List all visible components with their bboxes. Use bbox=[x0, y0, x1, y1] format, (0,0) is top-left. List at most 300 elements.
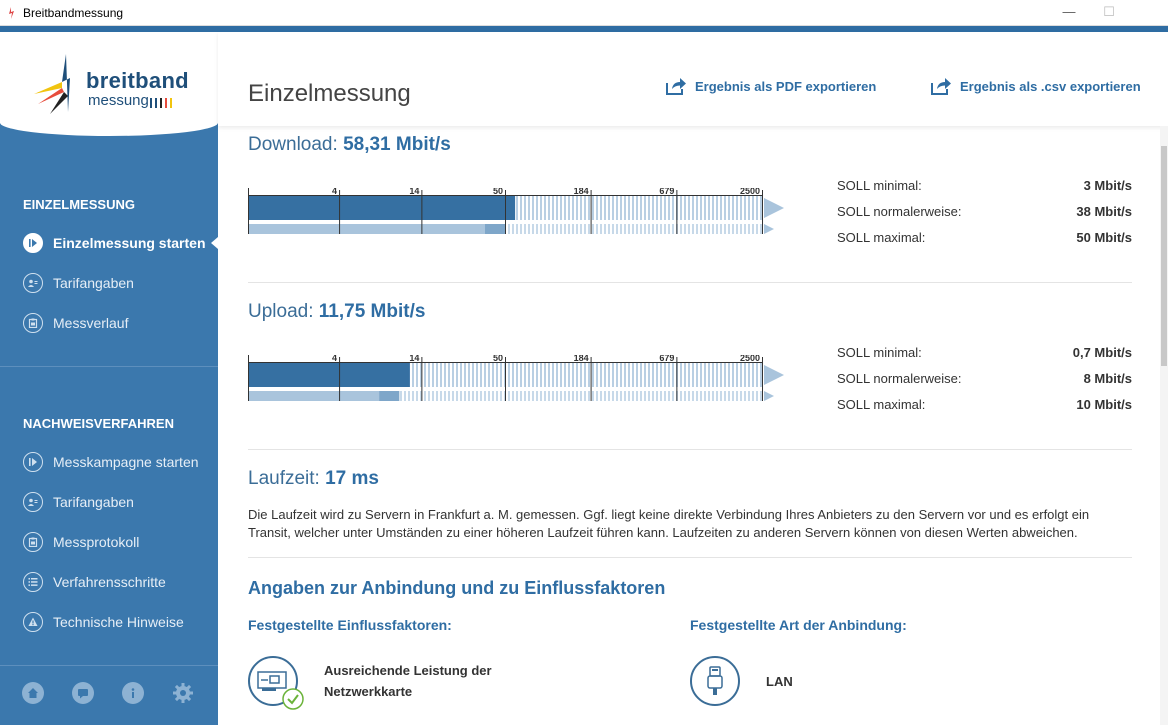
download-ref-stripe bbox=[748, 224, 750, 234]
factor-label-line1: Ausreichende Leistung der bbox=[324, 663, 492, 678]
upload-ref-stripe bbox=[732, 391, 734, 401]
upload-reference-bar bbox=[248, 391, 399, 401]
download-stripe bbox=[636, 196, 638, 220]
upload-tick-label: 50 bbox=[492, 355, 503, 363]
download-ref-stripe bbox=[728, 224, 730, 234]
upload-ref-stripe bbox=[492, 391, 494, 401]
export-pdf-label: Ergebnis als PDF exportieren bbox=[695, 78, 877, 94]
download-ref-stripe bbox=[580, 224, 582, 234]
download-tick-label: 4 bbox=[332, 188, 338, 196]
upload-ref-stripe bbox=[440, 391, 442, 401]
soll-row-minimal bbox=[837, 172, 1132, 198]
upload-stripe bbox=[656, 363, 658, 387]
upload-stripe bbox=[448, 363, 450, 387]
upload-ref-stripe bbox=[500, 391, 502, 401]
download-ref-stripe bbox=[664, 224, 666, 234]
upload-stripe bbox=[528, 363, 530, 387]
upload-stripe bbox=[648, 363, 650, 387]
download-ref-stripe bbox=[656, 224, 658, 234]
upload-ref-stripe bbox=[584, 391, 586, 401]
upload-stripe bbox=[536, 363, 538, 387]
factors-heading: Festgestellte Einflussfaktoren: bbox=[248, 617, 452, 633]
soll-value: 38 Mbit/s bbox=[1076, 203, 1132, 219]
download-ref-stripe bbox=[604, 224, 606, 234]
soll-row-maximal bbox=[837, 391, 1132, 417]
play-icon bbox=[23, 452, 43, 472]
download-stripe bbox=[672, 196, 674, 220]
export-pdf-button[interactable] bbox=[665, 76, 876, 96]
upload-stripe bbox=[632, 363, 634, 387]
upload-stripe bbox=[412, 363, 414, 387]
upload-ref-stripe bbox=[692, 391, 694, 401]
upload-ref-stripe bbox=[460, 391, 462, 401]
section-heading-angaben: Angaben zur Anbindung und zu Einflussfaktoren bbox=[248, 578, 666, 598]
upload-stripe bbox=[428, 363, 430, 387]
upload-stripe bbox=[704, 363, 706, 387]
upload-ref-stripe bbox=[400, 391, 402, 401]
upload-ref-stripe bbox=[716, 391, 718, 401]
upload-label: Upload: bbox=[248, 301, 314, 322]
download-tick bbox=[421, 190, 422, 234]
download-ref-stripe bbox=[688, 224, 690, 234]
download-ref-stripe bbox=[516, 224, 518, 234]
upload-ref-stripe bbox=[412, 391, 414, 401]
upload-ref-stripe bbox=[612, 391, 614, 401]
download-stripe bbox=[628, 196, 630, 220]
download-ref-stripe bbox=[552, 224, 554, 234]
download-stripe bbox=[616, 196, 618, 220]
download-ref-stripe bbox=[612, 224, 614, 234]
upload-ref-stripe bbox=[576, 391, 578, 401]
download-tick bbox=[505, 190, 506, 234]
clipboard-icon bbox=[23, 313, 43, 333]
download-ref-stripe bbox=[544, 224, 546, 234]
soll-value: 10 Mbit/s bbox=[1076, 396, 1132, 412]
upload-stripe bbox=[576, 363, 578, 387]
download-stripe bbox=[748, 196, 750, 220]
upload-ref-stripe bbox=[468, 391, 470, 401]
upload-stripe bbox=[568, 363, 570, 387]
sidebar-item-messkampagne-starten[interactable] bbox=[23, 451, 218, 473]
soll-value: 50 Mbit/s bbox=[1076, 229, 1132, 245]
upload-ref-stripe bbox=[428, 391, 430, 401]
upload-tick-label: 679 bbox=[659, 355, 675, 363]
download-ref-stripe bbox=[660, 224, 662, 234]
section-nachweisverfahren: NACHWEISVERFAHREN bbox=[23, 416, 174, 431]
sidebar-item-label: Messverlauf bbox=[53, 315, 129, 331]
upload-stripe bbox=[572, 363, 574, 387]
download-stripe bbox=[724, 196, 726, 220]
upload-ref-stripe bbox=[720, 391, 722, 401]
download-stripe bbox=[668, 196, 670, 220]
upload-stripe bbox=[716, 363, 718, 387]
upload-ref-stripe bbox=[756, 391, 758, 401]
upload-ref-stripe bbox=[684, 391, 686, 401]
upload-tick-label: 14 bbox=[409, 355, 420, 363]
breitband-logo[interactable] bbox=[32, 52, 189, 124]
sidebar-item-label: Tarifangaben bbox=[53, 275, 134, 291]
upload-tick bbox=[421, 357, 422, 401]
download-ref-stripe bbox=[568, 224, 570, 234]
download-stripe bbox=[660, 196, 662, 220]
upload-stripe bbox=[748, 363, 750, 387]
upload-ref-stripe bbox=[728, 391, 730, 401]
upload-stripe bbox=[532, 363, 534, 387]
upload-stripe bbox=[736, 363, 738, 387]
upload-ref-stripe bbox=[712, 391, 714, 401]
upload-ref-stripe bbox=[704, 391, 706, 401]
download-ref-stripe bbox=[744, 224, 746, 234]
download-ref-stripe bbox=[600, 224, 602, 234]
soll-label: SOLL normalerweise: bbox=[837, 203, 962, 219]
download-ref-stripe bbox=[556, 224, 558, 234]
upload-ref-stripe bbox=[404, 391, 406, 401]
upload-ref-stripe bbox=[552, 391, 554, 401]
upload-ref-arrow bbox=[764, 391, 774, 401]
download-axis-start bbox=[248, 188, 249, 234]
active-indicator bbox=[211, 237, 218, 249]
upload-stripe bbox=[728, 363, 730, 387]
download-ref-stripe bbox=[532, 224, 534, 234]
upload-ref-stripe bbox=[512, 391, 514, 401]
soll-value: 8 Mbit/s bbox=[1083, 370, 1132, 386]
upload-stripe bbox=[672, 363, 674, 387]
download-tick bbox=[762, 190, 763, 234]
download-stripe bbox=[656, 196, 658, 220]
upload-tick bbox=[762, 357, 763, 401]
list-icon bbox=[23, 572, 43, 592]
download-stripe bbox=[692, 196, 694, 220]
upload-ref-stripe bbox=[580, 391, 582, 401]
upload-ref-stripe bbox=[744, 391, 746, 401]
download-ref-stripe bbox=[696, 224, 698, 234]
upload-ref-stripe bbox=[568, 391, 570, 401]
sidebar-item-tarifangaben-2[interactable] bbox=[23, 491, 218, 513]
chat-icon[interactable] bbox=[72, 682, 94, 704]
upload-ref-stripe bbox=[432, 391, 434, 401]
download-ref-stripe bbox=[524, 224, 526, 234]
window-title: Breitbandmessung bbox=[23, 6, 124, 20]
download-gauge bbox=[248, 188, 788, 248]
upload-ref-stripe bbox=[648, 391, 650, 401]
upload-stripe bbox=[732, 363, 734, 387]
upload-stripe bbox=[492, 363, 494, 387]
upload-tick bbox=[676, 357, 677, 401]
home-icon[interactable] bbox=[22, 682, 44, 704]
soll-row-maximal bbox=[837, 224, 1132, 250]
upload-stripe bbox=[524, 363, 526, 387]
upload-stripe bbox=[752, 363, 754, 387]
upload-stripe bbox=[540, 363, 542, 387]
download-ref-stripe bbox=[640, 224, 642, 234]
connection-heading: Festgestellte Art der Anbindung: bbox=[690, 617, 907, 633]
upload-tick-label: 2500 bbox=[739, 355, 760, 363]
clipboard-icon bbox=[23, 532, 43, 552]
logo-area bbox=[0, 32, 218, 136]
upload-ref-stripe bbox=[488, 391, 490, 401]
download-ref-stripe bbox=[708, 224, 710, 234]
upload-stripe bbox=[560, 363, 562, 387]
network-card-icon bbox=[248, 656, 298, 706]
upload-ref-stripe bbox=[544, 391, 546, 401]
download-ref-stripe bbox=[760, 224, 762, 234]
download-arrow bbox=[764, 198, 784, 218]
upload-stripe bbox=[440, 363, 442, 387]
section-einzelmessung: EINZELMESSUNG bbox=[23, 197, 135, 212]
upload-stripe bbox=[600, 363, 602, 387]
upload-ref-stripe bbox=[456, 391, 458, 401]
download-stripe bbox=[564, 196, 566, 220]
upload-ref-stripe bbox=[556, 391, 558, 401]
download-stripe bbox=[688, 196, 690, 220]
download-stripe bbox=[544, 196, 546, 220]
sidebar-item-messprotokoll[interactable] bbox=[23, 531, 218, 553]
download-stripe bbox=[760, 196, 762, 220]
latency-heading bbox=[248, 468, 379, 490]
download-measured-bar bbox=[248, 196, 515, 220]
download-stripe bbox=[536, 196, 538, 220]
soll-row-minimal bbox=[837, 339, 1132, 365]
info-icon[interactable] bbox=[122, 682, 144, 704]
sidebar-item-tarifangaben[interactable] bbox=[23, 272, 218, 294]
latency-value: 17 ms bbox=[325, 468, 379, 489]
lan-icon bbox=[690, 656, 740, 706]
download-ref-stripe bbox=[576, 224, 578, 234]
download-soll-table bbox=[837, 172, 1132, 250]
upload-stripe bbox=[744, 363, 746, 387]
export-csv-button[interactable] bbox=[930, 76, 1141, 96]
upload-stripe bbox=[512, 363, 514, 387]
download-stripe bbox=[576, 196, 578, 220]
download-stripe bbox=[704, 196, 706, 220]
upload-stripe bbox=[508, 363, 510, 387]
scrollbar-thumb[interactable] bbox=[1161, 146, 1167, 366]
upload-ref-stripe bbox=[516, 391, 518, 401]
upload-ref-stripe bbox=[628, 391, 630, 401]
download-ref-stripe bbox=[592, 224, 594, 234]
download-stripe bbox=[608, 196, 610, 220]
sidebar-item-label: Messprotokoll bbox=[53, 534, 140, 550]
download-stripe bbox=[664, 196, 666, 220]
sidebar-item-einzelmessung-starten[interactable] bbox=[23, 232, 218, 254]
upload-tick-label: 4 bbox=[332, 355, 338, 363]
upload-stripe bbox=[548, 363, 550, 387]
upload-ref-stripe bbox=[524, 391, 526, 401]
download-stripe bbox=[532, 196, 534, 220]
upload-ref-stripe bbox=[600, 391, 602, 401]
upload-tick bbox=[591, 357, 592, 401]
download-ref-stripe bbox=[752, 224, 754, 234]
factor-network-card bbox=[248, 656, 492, 706]
upload-ref-stripe bbox=[608, 391, 610, 401]
upload-stripe bbox=[424, 363, 426, 387]
upload-stripe bbox=[636, 363, 638, 387]
download-ref-stripe bbox=[652, 224, 654, 234]
download-stripe bbox=[620, 196, 622, 220]
download-stripe bbox=[644, 196, 646, 220]
download-stripe bbox=[572, 196, 574, 220]
download-stripe bbox=[624, 196, 626, 220]
download-ref-stripe bbox=[528, 224, 530, 234]
upload-ref-stripe bbox=[740, 391, 742, 401]
upload-stripe bbox=[516, 363, 518, 387]
download-ref-stripe bbox=[716, 224, 718, 234]
upload-stripe bbox=[624, 363, 626, 387]
latency-label: Laufzeit: bbox=[248, 468, 320, 489]
upload-stripe bbox=[620, 363, 622, 387]
upload-ref-stripe bbox=[416, 391, 418, 401]
upload-ref-stripe bbox=[700, 391, 702, 401]
upload-stripe bbox=[604, 363, 606, 387]
upload-ref-stripe bbox=[444, 391, 446, 401]
upload-ref-stripe bbox=[696, 391, 698, 401]
export-csv-label: Ergebnis als .csv exportieren bbox=[960, 78, 1141, 94]
upload-stripe bbox=[556, 363, 558, 387]
upload-ref-stripe bbox=[672, 391, 674, 401]
download-ref-stripe bbox=[684, 224, 686, 234]
upload-ref-stripe bbox=[588, 391, 590, 401]
upload-ref-stripe bbox=[528, 391, 530, 401]
download-ref-stripe bbox=[636, 224, 638, 234]
upload-stripe bbox=[488, 363, 490, 387]
download-stripe bbox=[632, 196, 634, 220]
download-ref-stripe bbox=[564, 224, 566, 234]
upload-stripe bbox=[552, 363, 554, 387]
upload-stripe bbox=[580, 363, 582, 387]
upload-ref-stripe bbox=[508, 391, 510, 401]
upload-stripe bbox=[520, 363, 522, 387]
upload-ref-stripe bbox=[688, 391, 690, 401]
download-stripe bbox=[568, 196, 570, 220]
main-content bbox=[218, 32, 1168, 725]
upload-tick-label: 184 bbox=[573, 355, 589, 363]
upload-ref-stripe bbox=[540, 391, 542, 401]
download-ref-stripe bbox=[692, 224, 694, 234]
upload-axis-start bbox=[248, 355, 249, 401]
upload-stripe bbox=[756, 363, 758, 387]
upload-ref-stripe bbox=[616, 391, 618, 401]
sidebar-item-verfahrensschritte[interactable] bbox=[23, 571, 218, 593]
upload-stripe bbox=[464, 363, 466, 387]
upload-ref-stripe bbox=[532, 391, 534, 401]
sidebar-divider bbox=[0, 665, 218, 666]
upload-arrow bbox=[764, 365, 784, 385]
upload-stripe bbox=[680, 363, 682, 387]
download-ref-stripe bbox=[512, 224, 514, 234]
app-icon bbox=[6, 7, 16, 19]
download-stripe bbox=[524, 196, 526, 220]
sidebar-item-label: Tarifangaben bbox=[53, 494, 134, 510]
download-reference-end bbox=[485, 224, 505, 234]
soll-label: SOLL maximal: bbox=[837, 396, 926, 412]
upload-stripe bbox=[472, 363, 474, 387]
download-value: 58,31 Mbit/s bbox=[343, 134, 451, 155]
upload-tick bbox=[339, 357, 340, 401]
download-ref-stripe bbox=[756, 224, 758, 234]
connection-lan bbox=[690, 656, 793, 706]
download-stripe bbox=[552, 196, 554, 220]
upload-ref-stripe bbox=[632, 391, 634, 401]
upload-ref-stripe bbox=[620, 391, 622, 401]
upload-stripe bbox=[608, 363, 610, 387]
upload-stripe bbox=[692, 363, 694, 387]
upload-ref-stripe bbox=[656, 391, 658, 401]
download-ref-stripe bbox=[672, 224, 674, 234]
upload-stripe bbox=[456, 363, 458, 387]
sidebar-item-messverlauf[interactable] bbox=[23, 312, 218, 334]
download-stripe bbox=[600, 196, 602, 220]
download-ref-stripe bbox=[628, 224, 630, 234]
download-stripe bbox=[516, 196, 518, 220]
upload-stripe bbox=[660, 363, 662, 387]
download-ref-stripe bbox=[740, 224, 742, 234]
upload-ref-stripe bbox=[572, 391, 574, 401]
soll-row-normal bbox=[837, 365, 1132, 391]
upload-stripe bbox=[720, 363, 722, 387]
download-ref-stripe bbox=[620, 224, 622, 234]
download-stripe bbox=[700, 196, 702, 220]
download-ref-stripe bbox=[712, 224, 714, 234]
download-tick-label: 50 bbox=[492, 188, 503, 196]
upload-ref-stripe bbox=[448, 391, 450, 401]
upload-ref-stripe bbox=[680, 391, 682, 401]
upload-ref-stripe bbox=[452, 391, 454, 401]
upload-stripe bbox=[700, 363, 702, 387]
download-ref-stripe bbox=[732, 224, 734, 234]
download-ref-stripe bbox=[704, 224, 706, 234]
upload-stripe bbox=[484, 363, 486, 387]
download-stripe bbox=[588, 196, 590, 220]
page-header bbox=[218, 32, 1168, 126]
check-icon bbox=[282, 688, 304, 710]
download-reference-bar bbox=[248, 224, 505, 234]
upload-stripe bbox=[760, 363, 762, 387]
download-tick bbox=[676, 190, 677, 234]
upload-stripe bbox=[480, 363, 482, 387]
logo-text-bottom: messung bbox=[88, 92, 149, 109]
minimize-button[interactable]: — bbox=[1062, 4, 1076, 19]
maximize-button[interactable]: ☐ bbox=[1103, 4, 1115, 19]
download-ref-stripe bbox=[668, 224, 670, 234]
upload-stripe bbox=[628, 363, 630, 387]
download-ref-stripe bbox=[540, 224, 542, 234]
upload-ref-stripe bbox=[464, 391, 466, 401]
divider bbox=[248, 557, 1132, 558]
user-card-icon bbox=[23, 273, 43, 293]
upload-stripe bbox=[432, 363, 434, 387]
warning-icon bbox=[23, 612, 43, 632]
upload-ref-stripe bbox=[592, 391, 594, 401]
upload-stripe bbox=[452, 363, 454, 387]
sidebar-item-technische-hinweise[interactable] bbox=[23, 611, 218, 633]
download-ref-stripe bbox=[616, 224, 618, 234]
download-stripe bbox=[640, 196, 642, 220]
download-stripe bbox=[560, 196, 562, 220]
upload-stripe bbox=[696, 363, 698, 387]
scrollbar[interactable] bbox=[1160, 126, 1168, 725]
gear-icon[interactable] bbox=[172, 682, 194, 704]
sidebar-divider bbox=[0, 366, 218, 367]
download-stripe bbox=[732, 196, 734, 220]
download-ref-stripe bbox=[724, 224, 726, 234]
upload-ref-stripe bbox=[596, 391, 598, 401]
upload-stripe bbox=[652, 363, 654, 387]
download-stripe bbox=[584, 196, 586, 220]
user-card-icon bbox=[23, 492, 43, 512]
upload-tick bbox=[505, 357, 506, 401]
upload-stripe bbox=[616, 363, 618, 387]
upload-stripe bbox=[740, 363, 742, 387]
